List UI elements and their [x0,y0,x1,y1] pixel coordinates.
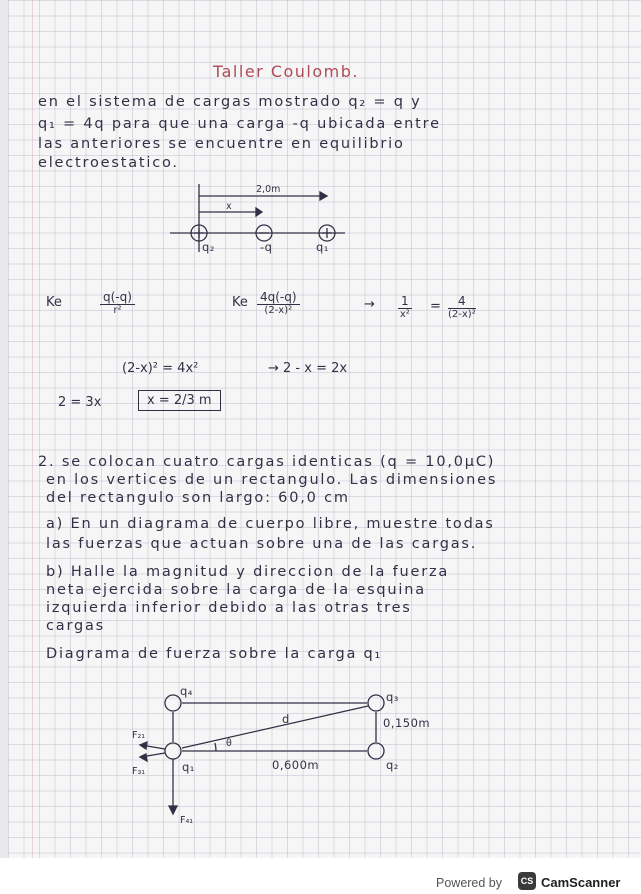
fraction-4-denominator: (2-x)² [448,309,476,320]
problem2-line-2: en los vertices de un rectangulo. Las dimensiones [46,472,498,488]
part-b-line-1: b) Halle la magnitud y direccion de la fuerza [46,564,450,580]
part-a-line-1: a) En un diagrama de cuerpo libre, muestre todas [46,516,495,532]
fraction-4-numerator: 4 [448,294,476,309]
charge-label-q1: q₁ [316,240,329,254]
charge-label-minus-q: -q [260,240,273,254]
part-b-line-4: cargas [46,618,106,634]
label-q1: q₁ [182,760,195,774]
diagonal-d [182,706,368,748]
label-theta: θ [226,738,232,749]
label-d: d [282,712,290,726]
label-q3: q₃ [386,690,399,704]
label-f31: F₃₁ [132,766,146,777]
problem1-line-1: en el sistema de cargas mostrado q₂ = q y [38,94,422,110]
label-q4: q₄ [180,684,193,698]
theta-arc [215,743,216,751]
charge-q4 [165,695,181,711]
step-solve: 2 = 3x [58,395,102,410]
ke-text-2: Ke [232,295,248,310]
label-q2: q₂ [386,758,399,772]
fraction-2-numerator: 4q(-q) [257,290,300,305]
camscanner-name: CamScanner [541,875,621,890]
fraction-3-denominator: x² [399,309,410,320]
implies-arrow: → [364,297,375,312]
part-a-line-2: las fuerzas que actuan sobre una de las cargas. [46,536,478,552]
fraction-1-denominator: r² [113,305,122,316]
charge-q2 [368,743,384,759]
part-b-line-2: neta ejercida sobre la carga de la esquina [46,582,426,598]
fraction-3-numerator: 1 [398,294,412,309]
label-f21: F₂₁ [132,730,146,741]
equals-sign: = [430,299,441,314]
diagram-heading: Diagrama de fuerza sobre la carga q₁ [46,646,383,662]
fraction-2-denominator: (2-x)² [264,305,293,316]
charge-label-q2: q₂ [202,240,215,254]
step-root-equation: → 2 - x = 2x [268,361,348,376]
charge-q3 [368,695,384,711]
problem1-line-3: las anteriores se encuentre en equilibrio [38,136,405,152]
powered-by-text: Powered by [436,876,503,890]
label-height: 0,150m [383,716,431,730]
problem2-line-3: del rectangulo son largo: 60,0 cm [46,490,350,506]
step-square-equation: (2-x)² = 4x² [122,361,199,376]
problem2-line-1: 2. se colocan cuatro cargas identicas (q = 10,0µC) [38,454,496,470]
problem1-line-2: q₁ = 4q para que una carga -q ubicada entre [38,116,441,132]
x-label: x [226,201,232,212]
distance-label: 2,0m [256,184,281,195]
camscanner-logo-icon: CS [518,872,536,890]
charge-q1 [165,743,181,759]
problem1-line-4: electroestatico. [38,155,179,171]
answer-box: x = 2/3 m [138,390,221,411]
page-title: Taller Coulomb. [213,62,359,81]
label-width: 0,600m [272,758,320,772]
part-b-line-3: izquierda inferior debido a las otras tres [46,600,412,616]
ke-text-1: Ke [46,295,62,310]
fraction-1-numerator: q(-q) [100,290,135,305]
label-f41: F₄₁ [180,815,194,826]
